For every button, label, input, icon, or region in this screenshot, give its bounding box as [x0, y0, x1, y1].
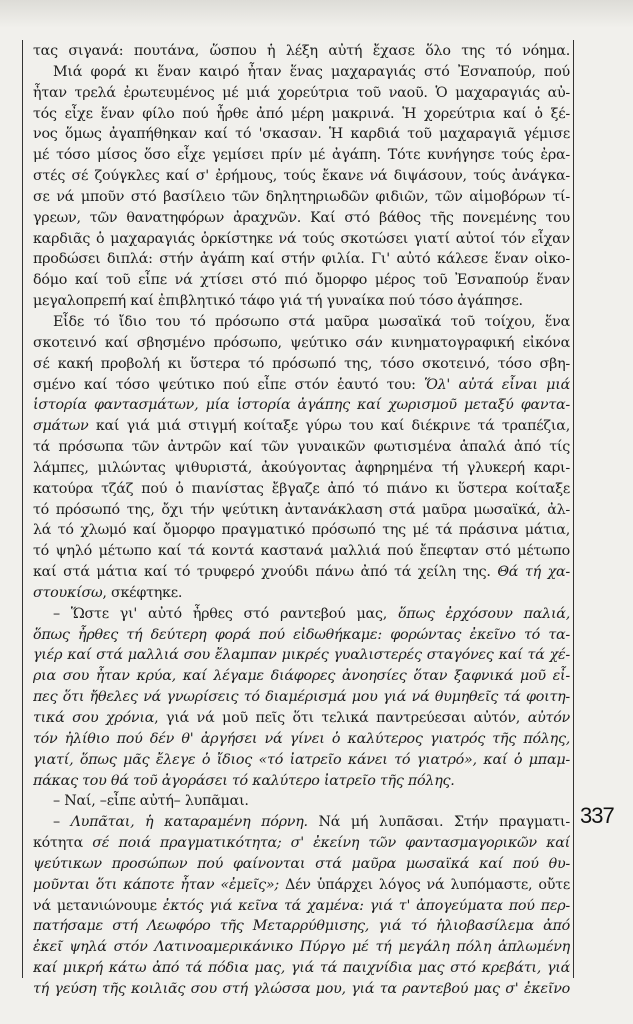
text-line	[33, 416, 570, 437]
text-line	[33, 583, 570, 604]
text-line	[33, 896, 570, 917]
text-line	[33, 270, 570, 291]
text-line	[33, 354, 570, 375]
text-segment: δόμο καί τοῦ εἶπε νά χτίσει στό πιό ὄμορφο μέρος τοῦ Ἐσναπούρ ἕναν	[33, 272, 570, 289]
italic-text-segment: ἐκτός γιά κεῖνα τά χαμένα: γιά τ' ἀπογεύματα πού περ-	[162, 897, 570, 914]
text-line	[33, 41, 570, 62]
text-segment: Νά μή λυπᾶσαι. Στήν πραγματι-	[307, 814, 570, 831]
italic-text-segment: Λυπᾶται, ἡ καταραμένη πόρνη.	[70, 814, 308, 831]
italic-text-segment: αὐτόν	[527, 710, 570, 726]
text-line	[33, 229, 570, 250]
text-line	[33, 83, 570, 104]
text-line	[33, 687, 570, 708]
text-segment: – Ὥστε γι' αὐτό ἦρθες στό ραντεβού μας,	[53, 605, 398, 622]
text-line	[33, 124, 570, 145]
text-line	[33, 979, 570, 1000]
text-line	[33, 729, 570, 750]
text-segment: κότητα	[33, 835, 93, 852]
page-number: 337	[580, 803, 614, 828]
text-line	[33, 625, 570, 646]
text-line	[33, 812, 570, 833]
italic-text-segment: καί μικρή κάτω ἀπό τά πόδια μας, γιά τά παιχνίδια μας στό κρεβάτι, γιά	[33, 960, 570, 977]
italic-text-segment: πατήσαμε στή Λεωφόρο τῆς Μεταρρύθμισης, γιά τό ἡλιοβασίλεμα ἀπό	[33, 918, 570, 935]
text-line	[33, 208, 570, 229]
text-segment: Μιά φορά κι ἕναν καιρό ἦταν ἕνας μαχαραγιάς στό Ἐσναπούρ, πού	[53, 63, 570, 80]
italic-text-segment: τικά σου χρόνια	[33, 710, 155, 726]
text-segment: γρεων, τῶν θανατηφόρων ἀραχνῶν. Καί στό βάθος τῆς πονεμένης του	[33, 209, 570, 226]
right-margin-rule	[573, 40, 574, 978]
text-line	[33, 479, 570, 500]
text-line	[33, 166, 570, 187]
italic-text-segment: ἱστορία φαντασμάτων, μία ἱστορία ἀγάπης καί χωρισμοῦ μεταξύ φαντα-	[33, 397, 570, 414]
text-line	[33, 833, 570, 854]
text-segment: τά πρόσωπα τῶν ἀντρῶν καί τῶν γυναικῶν φωτισμένα ἁπαλά ἀπό τίς	[33, 439, 570, 456]
page-top-shadow	[0, 0, 633, 28]
text-line	[33, 791, 570, 812]
text-line	[33, 500, 570, 521]
text-segment: Δέν ὑπάρχει λόγος νά λυπόμαστε, οὔτε	[278, 876, 570, 893]
italic-text-segment: τή γεύση τῆς κοιλιᾶς σου στή γλώσσα μου, γιά τα ραντεβού μας σ' ἐκεῖνο	[33, 980, 570, 997]
text-line	[33, 187, 570, 208]
text-line	[33, 375, 570, 396]
text-segment: σκοτεινό καί σβησμένο πρόσωπο, ψεύτικο σάν κινηματογραφική εἰκόνα	[33, 334, 570, 351]
text-line	[33, 458, 570, 479]
italic-text-segment: ψεύτικων προσώπων πού φαίνονται στά μαῦρα μωσαϊκά καί πού θυ-	[33, 855, 570, 872]
text-segment: κατούρα τζάζ πού ὁ πιανίστας ἔβγαζε ἀπό τό πιάνο κι ὕστερα κοίταξε	[33, 480, 570, 497]
italic-text-segment: σμάτων	[33, 418, 89, 435]
text-line	[33, 854, 570, 875]
text-segment: μεγαλοπρεπή καί ἐπιβλητικό τάφο γιά τή γυναίκα πού τόσο ἀγάπησε.	[33, 293, 523, 310]
text-line	[33, 708, 570, 729]
text-segment: καρδιᾶς ὁ μαχαραγιάς ὁρκίστηκε νά τούς σκοτώσει γιατί αὐτοί τόν εἶχαν	[33, 230, 570, 247]
text-segment: προδώσει διπλά: στήν ἀγάπη καί στήν φιλία. Γι' αὐτό κάλεσε ἕναν οἰκο-	[33, 251, 570, 268]
text-segment: νά μετανιώνουμε	[33, 897, 163, 914]
text-line	[33, 937, 570, 958]
text-line	[33, 666, 570, 687]
text-line	[33, 958, 570, 979]
text-line	[33, 875, 570, 896]
italic-text-segment: ἐκεῖ ψηλά στόν Λατινοαμερικάνικο Πύργο μέ τή μεγάλη πόλη ἁπλωμένη	[33, 939, 570, 956]
italic-text-segment: Ὅλ' αὐτά εἶναι μιά	[424, 376, 570, 393]
text-line	[33, 104, 570, 125]
text-line	[33, 604, 570, 625]
text-segment: στές σέ ζούγκλες καί σ' ἐρήμους, τούς ἔκανε νά διψάσουν, τούς ἀνάγκα-	[33, 168, 570, 185]
italic-text-segment: ὅπως ἦρθες τή δεύτερη φορά πού εἰδωθήκαμε: φορώντας ἐκεῖνο τό τα-	[33, 626, 570, 643]
text-line	[33, 771, 570, 792]
italic-text-segment: γιατί, ὅπως μᾶς ἔλεγε ὁ ἴδιος «τό ἰατρεῖο κάνει τό γιατρό»,	[33, 751, 484, 768]
text-segment: λάμπες, μιλώντας ψιθυριστά, ἀκούγοντας ἀφηρημένα τή γλυκερή καρι-	[33, 459, 570, 476]
italic-text-segment: τόν ἠλίθιο πού δέν θ' ἀργήσει νά γίνει ὁ καλύτερος γιατρός τῆς πόλης,	[33, 730, 570, 747]
text-segment: σμένο καί τόσο ψεύτικο πού εἶπε στόν ἑαυτό του:	[33, 376, 425, 393]
text-line	[33, 916, 570, 937]
text-segment: τας σιγανά: πουτάνα, ὥσπου ἡ λέξη αὐτή ἔχασε ὅλο της τό νόημα.	[33, 43, 570, 59]
text-segment: Εἶδε τό ἴδιο του τό πρόσωπο στά μαῦρα μωσαϊκά τοῦ τοίχου, ἕνα	[53, 313, 570, 330]
text-line	[33, 437, 570, 458]
text-segment: , σκέφτηκε.	[102, 584, 183, 601]
text-segment: νος ὅμως ἀγαπήθηκαν καί τό 'σκασαν. Ἡ καρδιά τοῦ μαχαραγιᾶ γέμισε	[33, 126, 570, 143]
text-line	[33, 291, 570, 312]
italic-text-segment: Θά τή χα-	[497, 564, 570, 581]
text-segment: τό ψηλό μέτωπο καί τά κοντά καστανά μαλλιά πού ἔπεφταν στό μέτωπο	[33, 543, 570, 560]
text-segment: ἦταν τρελά ἐρωτευμένος μέ μιά χορεύτρια τοῦ ναοῦ. Ὁ μαχαραγιάς αὐ-	[33, 84, 570, 101]
text-segment: σέ κακή προβολή κι ὕστερα τό πρόσωπό της, τόσο σκοτεινό, τόσο σβη-	[33, 355, 570, 372]
text-segment: τό πρόσωπό της, ὄχι τήν ψεύτικη ἀντανάκλαση στά μαῦρα μωσαϊκά, ἀλ-	[33, 501, 570, 518]
italic-text-segment: πάκας του θά τοῦ ἀγοράσει τό καλύτερο ἰατρεῖο τῆς πόλης.	[33, 772, 455, 789]
left-margin-rule	[22, 40, 23, 978]
text-segment: –	[53, 814, 71, 831]
italic-text-segment: στουκίσω	[33, 584, 103, 601]
text-line	[33, 395, 570, 416]
text-segment: λά τό χλωμό καί ὄμορφο πραγματικό πρόσωπό της μέ τά πράσινα μάτια,	[33, 522, 570, 539]
italic-text-segment: γιέρ καί στά μαλλιά σου ἔλαμπαν μικρές γυαλιστερές σταγόνες καί τά χέ-	[33, 647, 570, 664]
body-text	[33, 41, 570, 1000]
text-line	[33, 541, 570, 562]
text-segment: – Ναί, –εἶπε αὐτή– λυπᾶμαι.	[53, 793, 249, 810]
text-line	[33, 312, 570, 333]
text-line	[33, 249, 570, 270]
text-line	[33, 562, 570, 583]
text-segment: σε νά μποῦν στό βασίλειο τῶν δηλητηριωδῶν φιδιῶν, τῶν αἱμοβόρων τί-	[33, 188, 570, 205]
text-line	[33, 145, 570, 166]
text-segment: μέ τόσο μίσος ὅσο εἶχε γεμίσει πρίν μέ ἀγάπη. Τότε κυνήγησε τούς ἐρα-	[33, 147, 570, 164]
text-segment: τός εἶχε ἕναν φίλο πού ἦρθε ἀπό μέρη μακρινά. Ἡ χορεύτρια καί ὁ ξέ-	[33, 105, 570, 122]
text-line	[33, 520, 570, 541]
italic-text-segment: μοῦνται ὅτι κάποτε ἦταν «ἐμεῖς»;	[33, 876, 279, 893]
text-segment: , γιά νά μοῦ πεῖς ὅτι τελικά παντρεύεσαι αὐτόν,	[154, 710, 528, 726]
italic-text-segment: ὅπως ἐρχόσουν παλιά,	[397, 605, 570, 622]
text-segment: καί γιά μιά στιγμή κοίταξε γύρω του καί διέκρινε τά τραπέζια,	[88, 418, 570, 435]
italic-text-segment: καί ὁ μπαμ-	[483, 751, 570, 768]
italic-text-segment: ρια σου ἦταν κρύα, καί λέγαμε διάφορες ἀνοησίες ὅταν ξαφνικά μοῦ εἶ-	[33, 668, 570, 685]
text-segment: καί στά μάτια καί τό τρυφερό χνούδι πάνω ἀπό τά χείλη της.	[33, 564, 498, 581]
italic-text-segment: πες ὅτι ἤθελες νά γνωρίσεις τό διαμέρισμά μου γιά νά θυμηθεῖς τά φοιτη-	[33, 689, 570, 706]
text-line	[33, 750, 570, 771]
italic-text-segment: σέ ποιά πραγματικότητα; σ' ἐκείνη τῶν φαντασμαγορικῶν καί	[92, 835, 570, 852]
text-line	[33, 62, 570, 83]
text-line	[33, 645, 570, 666]
text-line	[33, 333, 570, 354]
